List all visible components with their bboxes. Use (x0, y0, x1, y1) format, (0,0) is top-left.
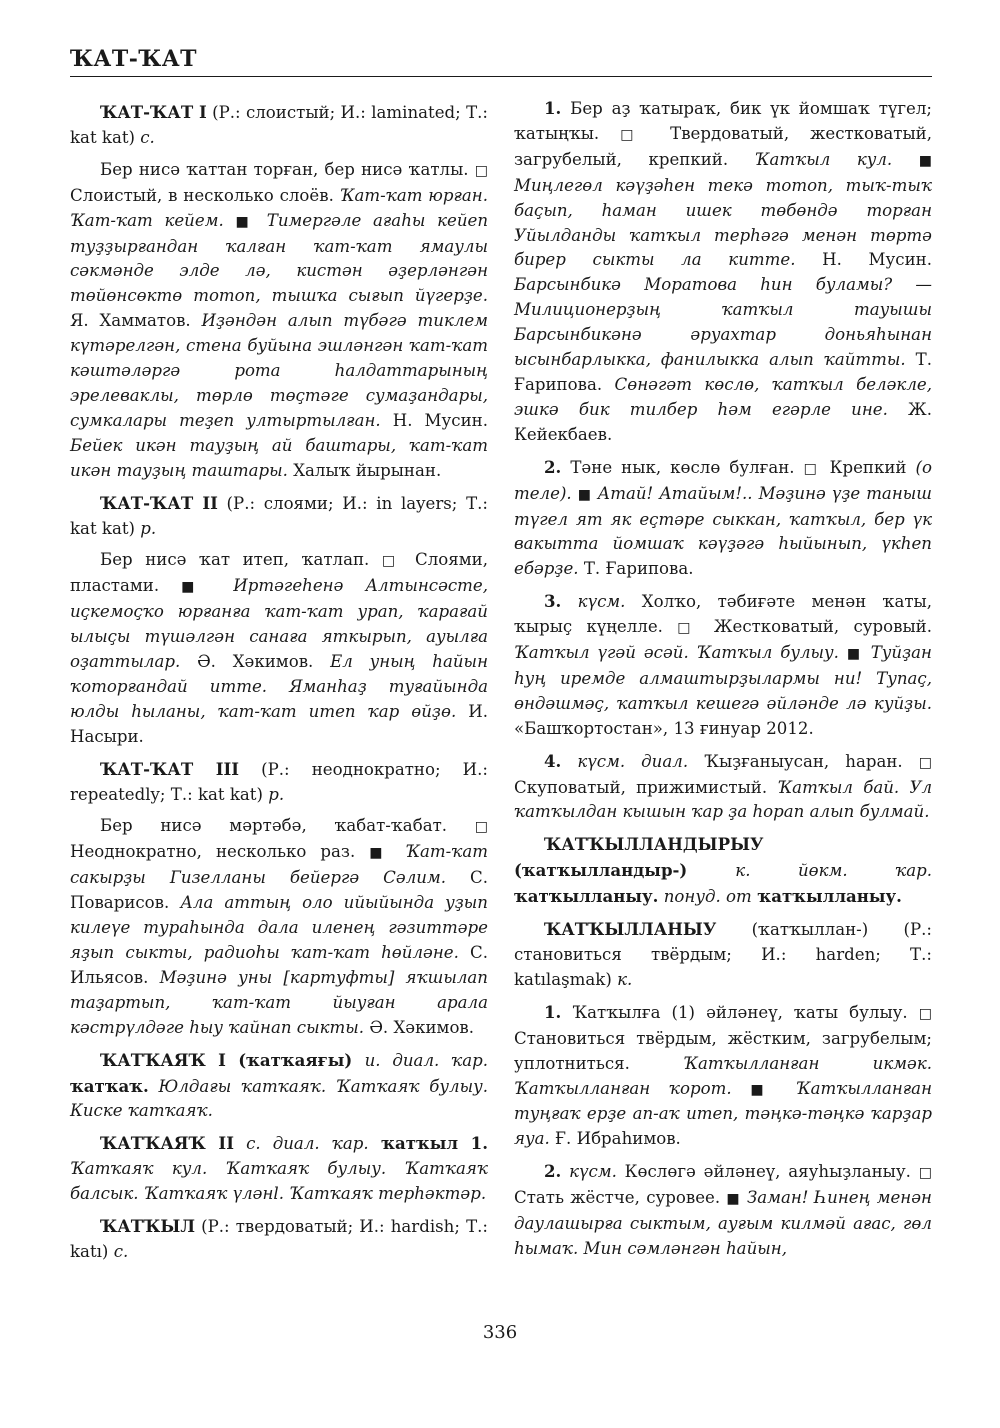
pos-label: с. диал. ҡар. (233, 1134, 369, 1154)
author: «Башҡортостан», 13 ғинуар 2012. (514, 718, 814, 738)
sense-number: 2. (544, 456, 562, 477)
russian-definition: Скуповатый, прижимистый. (514, 777, 778, 797)
definition: Бер нисә ҡат итеп, ҡатлап. (100, 550, 382, 570)
entry-katkayak-1 (70, 1048, 488, 1125)
pos-label: понуд. от (658, 887, 752, 907)
russian-definition: Крепкий (820, 457, 916, 477)
sense-number: 2. (544, 1161, 562, 1182)
russian-definition: Жестковатый, суровый. (699, 617, 933, 637)
author: С. Ильясов. (70, 943, 488, 987)
sense-4 (514, 749, 932, 826)
sense (70, 814, 488, 1040)
russian-definition: Стать жёстче, суровее. (514, 1188, 727, 1208)
translations: (Р.: твердоватый; И.: hardish; Т.: katı) (70, 1217, 488, 1261)
black-square-icon: ■ (369, 845, 392, 862)
form: (ҡатҡаяғы) (225, 1049, 365, 1070)
russian-definition: Становиться твёрдым, жёстким, загрубелым; уплотниться. (514, 1028, 932, 1073)
left-column (70, 96, 488, 1272)
white-square-icon: □ (677, 620, 700, 637)
quote: Иҙәндән алып түбәгә тиклем күтәрелгән, стена буйына эшләнгән ҡат-ҡат кәштәләргә рота һалдаттарының эрелеваклы, төрлө төҫтәге сумаҙандары, сумкалары теҙеп ултыртылған. (70, 311, 488, 430)
quote: Сөнәгәт көслө, ҡатҡыл беләкле, эшкә бик тилбер һәм егәрле ине. (514, 374, 932, 419)
form: (ҡатҡылландыр-) (514, 860, 736, 881)
quote: Ала аттың оло ийыйында уҙып килеүе тураһында дала иленең гәзиттәре яҙып сыкты, радиоһы ҡат-ҡат һөйләне. (70, 893, 488, 962)
black-square-icon: ■ (918, 152, 933, 169)
right-column (514, 96, 932, 1269)
definition: Ҡыҙғаныусан, һаран. (688, 751, 919, 771)
definition: Бер нисә ҡаттан торған, бер нисә ҡатлы. (100, 159, 475, 179)
black-square-icon: ■ (726, 1191, 741, 1208)
black-square-icon: ■ (750, 1081, 778, 1098)
russian-definition: Неоднократно, несколько раз. (70, 842, 370, 862)
example: Ҡатҡыл бай. Ул ҡатҡылдан кышын ҡар ҙа һорап алып булмай. (514, 777, 933, 822)
author: Н. Мусин. (380, 410, 488, 430)
pos-label: р. (268, 784, 285, 804)
author: Н. Мусин. (795, 250, 932, 270)
usage-label: күсм. (561, 1162, 617, 1182)
quote: Бейек икән тауҙың ай баштары, ҡат-ҡат икән тауҙың таштары. (70, 435, 488, 480)
example: Ҡатҡылланған икмәк. Ҡатҡылланған ҡорот. (514, 1053, 932, 1098)
black-square-icon: ■ (846, 646, 863, 663)
russian-definition: Твердоватый, жестковатый, загрубелый, крепкий. (514, 123, 933, 169)
white-square-icon: □ (918, 754, 932, 771)
headword: ҠАТҠАЯҠ II (100, 1133, 234, 1154)
headword: ҠАТ-ҠАТ I (100, 102, 207, 122)
entry-katkayak-2 (70, 1131, 488, 1207)
white-square-icon: □ (474, 819, 488, 836)
cross-reference: ҡатҡаҡ. (70, 1075, 149, 1096)
page-number: 336 (482, 1322, 518, 1343)
quote: Мәҙинә уны [картуфты] яҡшылап таҙартып, ҡат-ҡат йыуған арала кәстрүлдәге һыу ҡайнап сыкты. (70, 967, 488, 1037)
example: Ҡатҡаяҡ кул. Ҡатҡаяҡ булыу. Ҡатҡаяҡ балсык. Ҡатҡаяҡ үләнl. Ҡатҡаяҡ терһәктәр. (70, 1159, 488, 1204)
header-rule (70, 76, 932, 77)
sense-1 (514, 1000, 932, 1152)
quote: Заман! Һинең менән даулашырға сыктым, ауғым килмәй ағас, гөл һымаҡ. Мин сәмләнгән һайын, (514, 1188, 932, 1258)
headword: ҠАТҠЫЛЛАНЫУ (544, 919, 717, 940)
white-square-icon: □ (803, 460, 821, 477)
author: Т. Ғарипова. (578, 559, 694, 579)
example: Ҡат-ҡат юрған. Ҡат-ҡат кейем. (70, 185, 488, 230)
entry-katkyllandyryu (514, 832, 932, 910)
russian-definition: Слоями, пластами. (70, 550, 488, 596)
definition: Көслөгә әйләнеү, аяуһыҙланыу. (616, 1162, 919, 1182)
quote: Барсынбикә Моратова һин буламы? — Милиционерҙың ҡатҡыл тауышы Барсынбикәнә әруахтар доньяһынан ысынбарлыкка, фанилыкка алып ҡайтты. (514, 275, 932, 370)
definition: Бер нисә мәртәбә, ҡабат-ҡабат. (100, 816, 475, 836)
sense (70, 158, 488, 484)
translations: (ҡатҡыллан-) (Р.: становиться твёрдым; И.: harden; Т.: katılaşmak) (514, 920, 932, 989)
translations: (Р.: неоднократно; И.: repeatedly; Т.: kat kat) (70, 759, 488, 804)
translations: (Р.: слоями; И.: in layers; Т.: kat kat) (70, 493, 488, 538)
pos-label: р. (140, 518, 157, 538)
headword: ҠАТҠЫЛ (100, 1216, 196, 1237)
author: Халыҡ йырынан. (287, 460, 442, 480)
headword: ҠАТ-ҠАТ II (100, 492, 218, 513)
definition: Бер аҙ ҡатыраҡ, бик үк йомшаҡ түгел; ҡатыңҡы. (514, 99, 932, 143)
entry-kat-kat-1 (70, 100, 488, 151)
sense-number: 4. (544, 750, 562, 771)
sense-3 (514, 589, 932, 741)
sense (70, 548, 488, 749)
example: Юлдағы ҡатҡаяҡ. Ҡатҡаяҡ булыу. Киске ҡатҡаяҡ. (70, 1076, 488, 1121)
usage-label: күсм. диал. (561, 751, 689, 771)
pos-label: с. (113, 1241, 129, 1261)
sense-number: 3. (544, 591, 562, 612)
black-square-icon: ■ (181, 579, 212, 596)
author: Ғ. Ибраһимов. (549, 1129, 681, 1149)
white-square-icon: □ (918, 1165, 932, 1182)
sense-number: 1. (544, 98, 562, 118)
quote: Атай! Атайым!.. Мәҙинә үҙе таныш түгел ят як еҫтәре сыккан, ҡатҡыл, бер үк вакытта йомшаҡ кәүҙәгә һыйынып, үкһеп ебәрҙе. (514, 483, 932, 579)
author: И. Насыри. (70, 701, 488, 746)
quote: Ел уның һайын ҡоторғандай итте. Яманһаҙ туғайында юлды һыланы, ҡат-ҡат итеп ҡар өйҙө. (70, 652, 488, 721)
author: Ж. Кейекбаев. (514, 399, 932, 444)
black-square-icon: ■ (577, 486, 592, 503)
white-square-icon: □ (474, 162, 488, 179)
entry-katkyllanyu (514, 917, 932, 993)
definition: Тәне нык, көслө булған. (561, 457, 804, 477)
example: Ҡатҡыл үгәй әсәй. Ҡатҡыл булыу. (514, 643, 839, 663)
sense-number: 1. (544, 1001, 562, 1022)
headword: ҠАТҠАЯҠ I (100, 1049, 226, 1070)
example: (о теле). (514, 457, 932, 503)
cross-reference: ҡатҡылланыу. (751, 886, 902, 907)
black-square-icon: ■ (235, 213, 256, 230)
headword: ҠАТҠЫЛЛАНДЫРЫУ (544, 834, 764, 855)
author: Т. Ғарипова. (514, 350, 932, 394)
quote: Ҡатҡылланған туңғаҡ ерҙе ап-аҡ итеп, тәңкә-тәңкә ҡарҙар яуа. (514, 1078, 933, 1149)
example: Ҡатҡыл кул. (754, 149, 893, 169)
author: Я. Хамматов. (70, 311, 202, 331)
translations: (Р.: слоистый; И.: laminated; Т.: kat kat) (70, 103, 489, 147)
entry-kat-kat-3 (70, 757, 488, 808)
sense-2 (514, 1159, 932, 1262)
entry-kat-kat-2 (70, 491, 488, 542)
cross-reference: ҡатҡылланыу. (514, 886, 659, 907)
white-square-icon: □ (381, 553, 403, 570)
definition: Ҡатҡылға (1) әйләнеү, ҡаты булыу. (561, 1002, 919, 1022)
pos-label: к. (617, 969, 633, 989)
author: Ә. Хәкимов. (364, 1017, 475, 1037)
quote: Ҡат-ҡат сакырҙы Гизелланы бейергә Сәлим. (70, 842, 488, 888)
running-head: ҠАТ-ҠАТ (70, 46, 198, 72)
pos-label: к. йөкм. ҡар. (735, 861, 932, 881)
author: С. Поварисов. (70, 868, 488, 913)
quote: Тимергәле ағаһы кейеп туҙҙырғандан ҡалған ҡат-ҡат ямаулы сәкмәнде элде лә, кистән әҙерләнгән төйөнсөктө тотоп, тышҡа сығып йүгерҙе. (70, 210, 489, 306)
quote: Туйҙан һуң иремде алмаштырҙылармы ни! Тупаҫ, өндәшмәҫ, ҡатҡыл кешегә әйләнде лә куйҙы. (514, 643, 932, 713)
quote: Иртәгеһенә Алтынсәсте, иҫкемоҫҡо юрғанға ҡат-ҡат урап, ҡарағай ылыҫы түшәлгән санаға яткырып, ауылға оҙаттылар. (70, 576, 489, 672)
russian-definition: Слоистый, в несколько слоёв. (70, 185, 340, 205)
pos-label: и. диал. ҡар. (364, 1050, 488, 1070)
headword: ҠАТ-ҠАТ III (100, 758, 240, 779)
white-square-icon: □ (918, 1005, 932, 1022)
definition: Холҡо, тәбиғәте менән ҡаты, ҡырыҫ күңелле. (514, 592, 933, 637)
entry-katkyl (70, 1214, 488, 1265)
quote: Миңлегөл кәүҙәһен текә тотоп, тыҡ-тыҡ баҫып, һаман ишек төбөндә торған Уйылданды ҡатҡыл терһәгә менән төртә бирep сыкты ла китте. (514, 175, 932, 270)
white-square-icon: □ (620, 126, 650, 143)
author: Ә. Хәкимов. (180, 652, 331, 672)
usage-label: күсм. (561, 592, 626, 612)
sense-1 (514, 96, 932, 448)
pos-label: с. (140, 127, 155, 147)
cross-reference: ҡатҡыл 1. (368, 1133, 488, 1154)
sense-2 (514, 455, 932, 583)
